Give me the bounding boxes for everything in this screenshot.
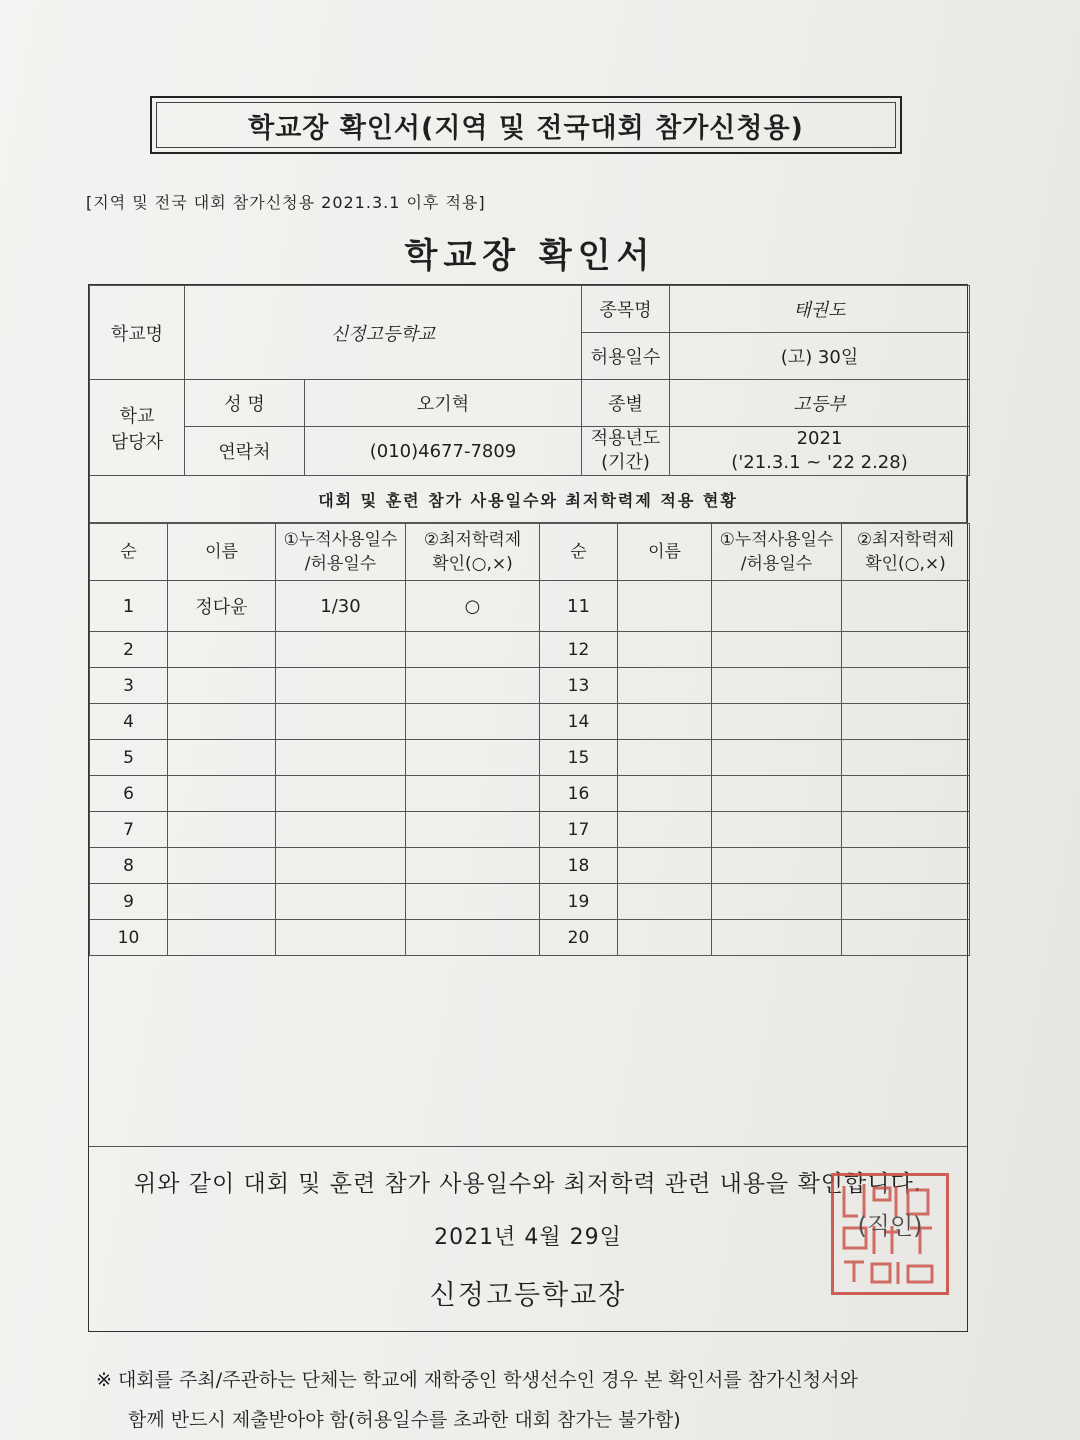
cell-name [618, 776, 712, 812]
cell-check [406, 776, 540, 812]
cell-days [712, 920, 842, 956]
cell-no: 6 [90, 776, 168, 812]
cell-no: 4 [90, 704, 168, 740]
cell-no: 20 [540, 920, 618, 956]
page-title: 학교장 확인서 [404, 236, 656, 276]
cell-days [276, 776, 406, 812]
cell-no: 5 [90, 740, 168, 776]
table-row [90, 848, 970, 884]
cell-no: 12 [540, 632, 618, 668]
school-name-label: 학교명 [90, 286, 185, 380]
cell-check [406, 632, 540, 668]
cell-check [842, 812, 970, 848]
seal-label: (직인) [857, 1212, 923, 1240]
cell-days [276, 920, 406, 956]
cell-name [618, 740, 712, 776]
cell-name [618, 884, 712, 920]
cell-name [618, 920, 712, 956]
cell-name: 정다윤 [168, 581, 276, 632]
cell-days [276, 812, 406, 848]
cell-check [842, 884, 970, 920]
cell-days [712, 581, 842, 632]
cell-days [712, 812, 842, 848]
cell-no: 14 [540, 704, 618, 740]
sport-label: 종목명 [582, 286, 670, 333]
cell-days [276, 704, 406, 740]
cell-no: 10 [90, 920, 168, 956]
cell-no: 19 [540, 884, 618, 920]
table-row [90, 920, 970, 956]
section-title: 대회 및 훈련 참가 사용일수와 최저학력제 적용 현황 [90, 476, 967, 523]
cell-name [168, 704, 276, 740]
cell-check [842, 668, 970, 704]
col-name-left: 이름 [168, 524, 276, 581]
cell-days [712, 884, 842, 920]
allowed-days-value: (고) 30일 [670, 333, 970, 380]
cell-check: ○ [406, 581, 540, 632]
year-value: 2021 ('21.3.1 ~ '22 2.28) [670, 427, 970, 476]
cell-days [712, 632, 842, 668]
cell-no: 8 [90, 848, 168, 884]
cell-no: 11 [540, 581, 618, 632]
cell-no: 15 [540, 740, 618, 776]
cell-days [276, 668, 406, 704]
table-row [90, 740, 970, 776]
cell-check [842, 776, 970, 812]
cell-no: 16 [540, 776, 618, 812]
cell-check [842, 848, 970, 884]
cell-name [618, 668, 712, 704]
cell-no: 7 [90, 812, 168, 848]
col-no-left: 순 [90, 524, 168, 581]
cell-check [406, 812, 540, 848]
cell-days [712, 668, 842, 704]
school-name-value: 신정고등학교 [185, 286, 582, 380]
cell-no: 2 [90, 632, 168, 668]
cell-days [276, 740, 406, 776]
year-label: 적용년도 (기간) [582, 427, 670, 476]
division-label: 종별 [582, 380, 670, 427]
table-row [90, 812, 970, 848]
section-header [89, 476, 967, 523]
cell-name [618, 704, 712, 740]
cell-name [168, 920, 276, 956]
cell-name [168, 632, 276, 668]
table-row [90, 884, 970, 920]
cell-name [168, 668, 276, 704]
cell-no: 3 [90, 668, 168, 704]
confirmation-form [88, 284, 968, 1332]
principal-name: 신정고등학교장 [429, 1280, 627, 1311]
cell-check [842, 704, 970, 740]
table-row [90, 632, 970, 668]
allowed-days-label: 허용일수 [582, 333, 670, 380]
phone-value: (010)4677-7809 [305, 427, 582, 476]
name-label: 성 명 [185, 380, 305, 427]
cell-name [168, 884, 276, 920]
confirmation-date: 2021년 4월 29일 [434, 1225, 622, 1250]
cell-check [842, 581, 970, 632]
cell-no: 9 [90, 884, 168, 920]
col-check-left: ②최저학력제 확인(○,×) [406, 524, 540, 581]
cell-check [842, 740, 970, 776]
footnote-line-1: ※ 대회를 주최/주관하는 단체는 학교에 재학중인 학생선수인 경우 본 확인서를 참가신청서와 [96, 1369, 858, 1391]
cell-check [406, 920, 540, 956]
cell-check [406, 848, 540, 884]
cell-name [168, 776, 276, 812]
cell-check [842, 632, 970, 668]
cell-check [406, 668, 540, 704]
phone-label: 연락처 [185, 427, 305, 476]
blank-area [89, 956, 967, 1147]
cell-name [618, 848, 712, 884]
official-seal-stamp [831, 1173, 949, 1295]
table-row [90, 581, 970, 632]
cell-check [406, 704, 540, 740]
cell-no: 1 [90, 581, 168, 632]
cell-days [712, 740, 842, 776]
table-row [90, 668, 970, 704]
cell-days [276, 848, 406, 884]
cell-days [276, 884, 406, 920]
cell-name [168, 812, 276, 848]
participants-table [89, 523, 970, 956]
cell-name [168, 848, 276, 884]
col-days-right: ①누적사용일수 /허용일수 [712, 524, 842, 581]
document-header-title: 학교장 확인서(지역 및 전국대회 참가신청용) [150, 96, 902, 154]
col-no-right: 순 [540, 524, 618, 581]
school-info-table [89, 285, 970, 476]
sport-value: 태권도 [670, 286, 970, 333]
cell-name [618, 812, 712, 848]
contact-person-label: 학교 담당자 [90, 380, 185, 476]
division-value: 고등부 [670, 380, 970, 427]
cell-days [276, 632, 406, 668]
applicability-note: [지역 및 전국 대회 참가신청용 2021.3.1 이후 적용] [86, 193, 486, 212]
cell-check [842, 920, 970, 956]
footnote-line-3: 함께 반드시 제출받아야 함(허용일수를 초과한 대회 참가는 불가함) [128, 1409, 681, 1431]
cell-days: 1/30 [276, 581, 406, 632]
participant-rows [90, 581, 970, 956]
footnote [96, 1360, 996, 1440]
col-name-right: 이름 [618, 524, 712, 581]
cell-days [712, 776, 842, 812]
cell-check [406, 740, 540, 776]
col-days-left: ①누적사용일수 /허용일수 [276, 524, 406, 581]
table-row [90, 776, 970, 812]
cell-no: 17 [540, 812, 618, 848]
cell-no: 18 [540, 848, 618, 884]
table-row [90, 704, 970, 740]
col-check-right: ②최저학력제 확인(○,×) [842, 524, 970, 581]
cell-check [406, 884, 540, 920]
cell-name [168, 740, 276, 776]
confirmation-statement: 위와 같이 대회 및 훈련 참가 사용일수와 최저학력 관련 내용을 확인합니다. [134, 1171, 922, 1197]
cell-name [618, 632, 712, 668]
cell-name [618, 581, 712, 632]
cell-days [712, 848, 842, 884]
cell-no: 13 [540, 668, 618, 704]
name-value: 오기혁 [305, 380, 582, 427]
cell-days [712, 704, 842, 740]
